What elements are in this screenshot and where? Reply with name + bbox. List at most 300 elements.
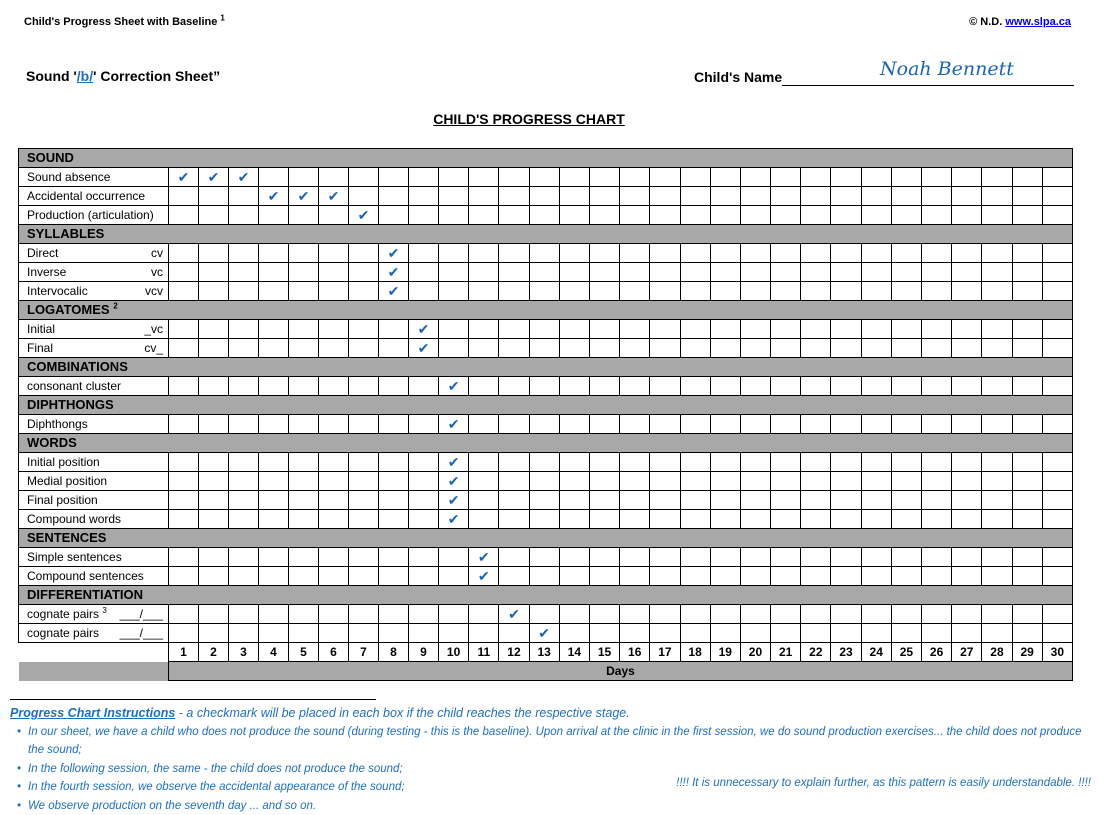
day-cell[interactable]: [259, 377, 289, 396]
day-cell[interactable]: [349, 567, 379, 586]
day-cell[interactable]: [229, 548, 259, 567]
day-cell[interactable]: [319, 377, 349, 396]
day-cell[interactable]: [710, 624, 740, 643]
day-cell[interactable]: [469, 510, 499, 529]
day-cell[interactable]: [289, 377, 319, 396]
day-cell[interactable]: [831, 168, 861, 187]
day-cell[interactable]: [740, 320, 770, 339]
day-cell[interactable]: [740, 491, 770, 510]
day-cell[interactable]: [529, 510, 559, 529]
day-cell[interactable]: [710, 244, 740, 263]
day-cell[interactable]: [589, 472, 619, 491]
day-cell[interactable]: [922, 187, 952, 206]
day-cell[interactable]: [229, 491, 259, 510]
day-cell[interactable]: [289, 263, 319, 282]
day-cell[interactable]: [469, 206, 499, 225]
day-cell[interactable]: [952, 548, 982, 567]
day-cell[interactable]: [801, 320, 831, 339]
day-cell[interactable]: [469, 244, 499, 263]
day-cell[interactable]: [771, 244, 801, 263]
day-cell[interactable]: [529, 187, 559, 206]
day-cell[interactable]: [831, 491, 861, 510]
day-cell[interactable]: [289, 548, 319, 567]
day-cell[interactable]: [229, 624, 259, 643]
day-cell[interactable]: [469, 491, 499, 510]
day-cell[interactable]: [620, 567, 650, 586]
day-cell[interactable]: [469, 548, 499, 567]
day-cell[interactable]: [710, 510, 740, 529]
day-cell[interactable]: [319, 244, 349, 263]
day-cell[interactable]: [740, 206, 770, 225]
day-cell[interactable]: [952, 320, 982, 339]
day-cell[interactable]: [620, 415, 650, 434]
day-cell[interactable]: [620, 282, 650, 301]
day-cell[interactable]: [680, 282, 710, 301]
day-cell[interactable]: [1012, 187, 1042, 206]
day-cell[interactable]: [169, 282, 199, 301]
day-cell[interactable]: [349, 206, 379, 225]
day-cell[interactable]: [771, 168, 801, 187]
day-cell[interactable]: [439, 472, 469, 491]
day-cell[interactable]: [620, 263, 650, 282]
day-cell[interactable]: [861, 453, 891, 472]
day-cell[interactable]: [529, 624, 559, 643]
day-cell[interactable]: [229, 472, 259, 491]
day-cell[interactable]: [952, 624, 982, 643]
day-cell[interactable]: [469, 263, 499, 282]
day-cell[interactable]: [529, 548, 559, 567]
day-cell[interactable]: [801, 605, 831, 624]
day-cell[interactable]: [952, 206, 982, 225]
day-cell[interactable]: [469, 567, 499, 586]
day-cell[interactable]: [409, 548, 439, 567]
day-cell[interactable]: [650, 491, 680, 510]
day-cell[interactable]: [1042, 377, 1072, 396]
day-cell[interactable]: [169, 187, 199, 206]
day-cell[interactable]: [379, 548, 409, 567]
day-cell[interactable]: [319, 263, 349, 282]
day-cell[interactable]: [229, 168, 259, 187]
day-cell[interactable]: [710, 187, 740, 206]
day-cell[interactable]: [169, 510, 199, 529]
day-cell[interactable]: [379, 320, 409, 339]
day-cell[interactable]: [319, 491, 349, 510]
day-cell[interactable]: [771, 472, 801, 491]
day-cell[interactable]: [740, 548, 770, 567]
day-cell[interactable]: [319, 453, 349, 472]
day-cell[interactable]: [680, 339, 710, 358]
day-cell[interactable]: [891, 548, 921, 567]
day-cell[interactable]: [409, 244, 439, 263]
day-cell[interactable]: [801, 244, 831, 263]
day-cell[interactable]: [740, 415, 770, 434]
day-cell[interactable]: [861, 415, 891, 434]
day-cell[interactable]: [771, 491, 801, 510]
day-cell[interactable]: [982, 282, 1012, 301]
day-cell[interactable]: [861, 282, 891, 301]
day-cell[interactable]: [771, 567, 801, 586]
day-cell[interactable]: [559, 491, 589, 510]
day-cell[interactable]: [801, 567, 831, 586]
day-cell[interactable]: [439, 339, 469, 358]
day-cell[interactable]: [771, 510, 801, 529]
day-cell[interactable]: [559, 282, 589, 301]
day-cell[interactable]: [650, 377, 680, 396]
day-cell[interactable]: [199, 377, 229, 396]
day-cell[interactable]: [289, 320, 319, 339]
day-cell[interactable]: [831, 548, 861, 567]
day-cell[interactable]: [1042, 339, 1072, 358]
day-cell[interactable]: [259, 472, 289, 491]
day-cell[interactable]: [801, 377, 831, 396]
day-cell[interactable]: [229, 187, 259, 206]
day-cell[interactable]: [289, 187, 319, 206]
day-cell[interactable]: [1012, 377, 1042, 396]
day-cell[interactable]: [801, 548, 831, 567]
day-cell[interactable]: [740, 244, 770, 263]
day-cell[interactable]: [199, 415, 229, 434]
day-cell[interactable]: [529, 472, 559, 491]
day-cell[interactable]: [831, 510, 861, 529]
day-cell[interactable]: [529, 244, 559, 263]
day-cell[interactable]: [861, 206, 891, 225]
day-cell[interactable]: [952, 472, 982, 491]
day-cell[interactable]: [831, 320, 861, 339]
day-cell[interactable]: [982, 263, 1012, 282]
day-cell[interactable]: [349, 605, 379, 624]
day-cell[interactable]: [680, 320, 710, 339]
day-cell[interactable]: [891, 567, 921, 586]
day-cell[interactable]: [831, 187, 861, 206]
day-cell[interactable]: [710, 415, 740, 434]
day-cell[interactable]: [740, 282, 770, 301]
day-cell[interactable]: [409, 415, 439, 434]
day-cell[interactable]: [650, 548, 680, 567]
day-cell[interactable]: [589, 339, 619, 358]
day-cell[interactable]: [559, 187, 589, 206]
day-cell[interactable]: [891, 510, 921, 529]
day-cell[interactable]: [589, 605, 619, 624]
day-cell[interactable]: [589, 244, 619, 263]
day-cell[interactable]: [439, 510, 469, 529]
day-cell[interactable]: [559, 605, 589, 624]
day-cell[interactable]: [559, 339, 589, 358]
day-cell[interactable]: [650, 415, 680, 434]
day-cell[interactable]: [1042, 168, 1072, 187]
day-cell[interactable]: [499, 624, 529, 643]
day-cell[interactable]: [831, 377, 861, 396]
day-cell[interactable]: [1012, 339, 1042, 358]
day-cell[interactable]: [559, 320, 589, 339]
day-cell[interactable]: [319, 510, 349, 529]
day-cell[interactable]: [801, 453, 831, 472]
day-cell[interactable]: [1042, 187, 1072, 206]
day-cell[interactable]: [169, 244, 199, 263]
day-cell[interactable]: [469, 377, 499, 396]
day-cell[interactable]: [891, 453, 921, 472]
day-cell[interactable]: [982, 339, 1012, 358]
day-cell[interactable]: [289, 605, 319, 624]
day-cell[interactable]: [771, 605, 801, 624]
day-cell[interactable]: [861, 510, 891, 529]
day-cell[interactable]: [1042, 320, 1072, 339]
day-cell[interactable]: [710, 605, 740, 624]
day-cell[interactable]: [199, 605, 229, 624]
day-cell[interactable]: [499, 415, 529, 434]
day-cell[interactable]: [1042, 263, 1072, 282]
day-cell[interactable]: [349, 339, 379, 358]
day-cell[interactable]: [439, 187, 469, 206]
day-cell[interactable]: [559, 453, 589, 472]
day-cell[interactable]: [710, 320, 740, 339]
day-cell[interactable]: [259, 244, 289, 263]
day-cell[interactable]: [229, 415, 259, 434]
day-cell[interactable]: [589, 263, 619, 282]
day-cell[interactable]: [1012, 244, 1042, 263]
day-cell[interactable]: [1042, 206, 1072, 225]
day-cell[interactable]: [349, 263, 379, 282]
day-cell[interactable]: [229, 605, 259, 624]
day-cell[interactable]: [771, 282, 801, 301]
day-cell[interactable]: [1042, 605, 1072, 624]
day-cell[interactable]: [1012, 263, 1042, 282]
day-cell[interactable]: [1012, 624, 1042, 643]
day-cell[interactable]: [409, 624, 439, 643]
day-cell[interactable]: [169, 168, 199, 187]
day-cell[interactable]: [922, 491, 952, 510]
day-cell[interactable]: [680, 415, 710, 434]
day-cell[interactable]: [379, 510, 409, 529]
day-cell[interactable]: [469, 605, 499, 624]
day-cell[interactable]: [259, 187, 289, 206]
day-cell[interactable]: [952, 415, 982, 434]
day-cell[interactable]: [710, 453, 740, 472]
day-cell[interactable]: [529, 206, 559, 225]
day-cell[interactable]: [650, 339, 680, 358]
day-cell[interactable]: [379, 605, 409, 624]
day-cell[interactable]: [319, 567, 349, 586]
day-cell[interactable]: [259, 339, 289, 358]
day-cell[interactable]: [349, 624, 379, 643]
day-cell[interactable]: [740, 263, 770, 282]
day-cell[interactable]: [259, 320, 289, 339]
day-cell[interactable]: [169, 548, 199, 567]
day-cell[interactable]: [499, 206, 529, 225]
day-cell[interactable]: [922, 548, 952, 567]
day-cell[interactable]: [319, 206, 349, 225]
day-cell[interactable]: [710, 472, 740, 491]
day-cell[interactable]: [439, 453, 469, 472]
day-cell[interactable]: [1012, 282, 1042, 301]
day-cell[interactable]: [559, 510, 589, 529]
day-cell[interactable]: [952, 377, 982, 396]
day-cell[interactable]: [469, 282, 499, 301]
day-cell[interactable]: [529, 282, 559, 301]
day-cell[interactable]: [680, 605, 710, 624]
day-cell[interactable]: [439, 415, 469, 434]
day-cell[interactable]: [620, 168, 650, 187]
day-cell[interactable]: [982, 548, 1012, 567]
day-cell[interactable]: [1042, 244, 1072, 263]
day-cell[interactable]: [922, 510, 952, 529]
day-cell[interactable]: [922, 567, 952, 586]
day-cell[interactable]: [861, 187, 891, 206]
day-cell[interactable]: [952, 605, 982, 624]
day-cell[interactable]: [499, 567, 529, 586]
day-cell[interactable]: [710, 168, 740, 187]
day-cell[interactable]: [831, 263, 861, 282]
day-cell[interactable]: [499, 605, 529, 624]
day-cell[interactable]: [529, 453, 559, 472]
day-cell[interactable]: [680, 377, 710, 396]
day-cell[interactable]: [499, 187, 529, 206]
day-cell[interactable]: [650, 453, 680, 472]
day-cell[interactable]: [199, 472, 229, 491]
day-cell[interactable]: [199, 491, 229, 510]
day-cell[interactable]: [771, 339, 801, 358]
day-cell[interactable]: [891, 624, 921, 643]
day-cell[interactable]: [319, 605, 349, 624]
day-cell[interactable]: [922, 206, 952, 225]
day-cell[interactable]: [499, 472, 529, 491]
day-cell[interactable]: [801, 206, 831, 225]
day-cell[interactable]: [801, 624, 831, 643]
day-cell[interactable]: [589, 510, 619, 529]
day-cell[interactable]: [982, 415, 1012, 434]
day-cell[interactable]: [982, 491, 1012, 510]
day-cell[interactable]: [620, 491, 650, 510]
day-cell[interactable]: [650, 472, 680, 491]
day-cell[interactable]: [771, 320, 801, 339]
day-cell[interactable]: [409, 187, 439, 206]
day-cell[interactable]: [952, 339, 982, 358]
day-cell[interactable]: [710, 282, 740, 301]
day-cell[interactable]: [982, 377, 1012, 396]
day-cell[interactable]: [922, 168, 952, 187]
day-cell[interactable]: [499, 263, 529, 282]
day-cell[interactable]: [319, 187, 349, 206]
day-cell[interactable]: [1042, 453, 1072, 472]
day-cell[interactable]: [982, 510, 1012, 529]
day-cell[interactable]: [801, 510, 831, 529]
day-cell[interactable]: [1042, 282, 1072, 301]
day-cell[interactable]: [589, 206, 619, 225]
day-cell[interactable]: [891, 491, 921, 510]
day-cell[interactable]: [801, 282, 831, 301]
day-cell[interactable]: [801, 472, 831, 491]
day-cell[interactable]: [349, 472, 379, 491]
day-cell[interactable]: [831, 605, 861, 624]
day-cell[interactable]: [379, 472, 409, 491]
day-cell[interactable]: [169, 263, 199, 282]
day-cell[interactable]: [499, 453, 529, 472]
day-cell[interactable]: [229, 244, 259, 263]
day-cell[interactable]: [589, 320, 619, 339]
day-cell[interactable]: [559, 548, 589, 567]
day-cell[interactable]: [952, 491, 982, 510]
day-cell[interactable]: [801, 187, 831, 206]
day-cell[interactable]: [319, 548, 349, 567]
day-cell[interactable]: [831, 415, 861, 434]
day-cell[interactable]: [589, 377, 619, 396]
day-cell[interactable]: [559, 624, 589, 643]
day-cell[interactable]: [409, 320, 439, 339]
day-cell[interactable]: [379, 415, 409, 434]
day-cell[interactable]: [650, 567, 680, 586]
day-cell[interactable]: [439, 263, 469, 282]
day-cell[interactable]: [409, 567, 439, 586]
day-cell[interactable]: [379, 244, 409, 263]
day-cell[interactable]: [259, 624, 289, 643]
day-cell[interactable]: [891, 320, 921, 339]
day-cell[interactable]: [529, 377, 559, 396]
day-cell[interactable]: [861, 339, 891, 358]
day-cell[interactable]: [922, 624, 952, 643]
day-cell[interactable]: [379, 206, 409, 225]
day-cell[interactable]: [529, 491, 559, 510]
day-cell[interactable]: [1012, 548, 1042, 567]
day-cell[interactable]: [229, 453, 259, 472]
day-cell[interactable]: [771, 206, 801, 225]
day-cell[interactable]: [1012, 472, 1042, 491]
day-cell[interactable]: [891, 339, 921, 358]
day-cell[interactable]: [891, 244, 921, 263]
day-cell[interactable]: [952, 263, 982, 282]
day-cell[interactable]: [1012, 453, 1042, 472]
day-cell[interactable]: [589, 168, 619, 187]
day-cell[interactable]: [650, 320, 680, 339]
day-cell[interactable]: [349, 377, 379, 396]
day-cell[interactable]: [199, 453, 229, 472]
day-cell[interactable]: [529, 339, 559, 358]
day-cell[interactable]: [469, 339, 499, 358]
day-cell[interactable]: [349, 187, 379, 206]
day-cell[interactable]: [801, 491, 831, 510]
day-cell[interactable]: [680, 491, 710, 510]
day-cell[interactable]: [289, 491, 319, 510]
day-cell[interactable]: [439, 282, 469, 301]
day-cell[interactable]: [469, 320, 499, 339]
day-cell[interactable]: [861, 320, 891, 339]
day-cell[interactable]: [439, 548, 469, 567]
day-cell[interactable]: [199, 168, 229, 187]
day-cell[interactable]: [1012, 567, 1042, 586]
day-cell[interactable]: [529, 567, 559, 586]
day-cell[interactable]: [710, 339, 740, 358]
day-cell[interactable]: [710, 548, 740, 567]
day-cell[interactable]: [559, 415, 589, 434]
day-cell[interactable]: [199, 510, 229, 529]
day-cell[interactable]: [499, 491, 529, 510]
day-cell[interactable]: [740, 168, 770, 187]
day-cell[interactable]: [499, 548, 529, 567]
day-cell[interactable]: [1012, 320, 1042, 339]
day-cell[interactable]: [861, 548, 891, 567]
day-cell[interactable]: [529, 415, 559, 434]
day-cell[interactable]: [589, 548, 619, 567]
day-cell[interactable]: [319, 415, 349, 434]
day-cell[interactable]: [740, 567, 770, 586]
day-cell[interactable]: [439, 377, 469, 396]
day-cell[interactable]: [740, 339, 770, 358]
day-cell[interactable]: [922, 453, 952, 472]
day-cell[interactable]: [650, 624, 680, 643]
day-cell[interactable]: [199, 339, 229, 358]
day-cell[interactable]: [680, 206, 710, 225]
day-cell[interactable]: [620, 605, 650, 624]
day-cell[interactable]: [831, 453, 861, 472]
day-cell[interactable]: [169, 339, 199, 358]
